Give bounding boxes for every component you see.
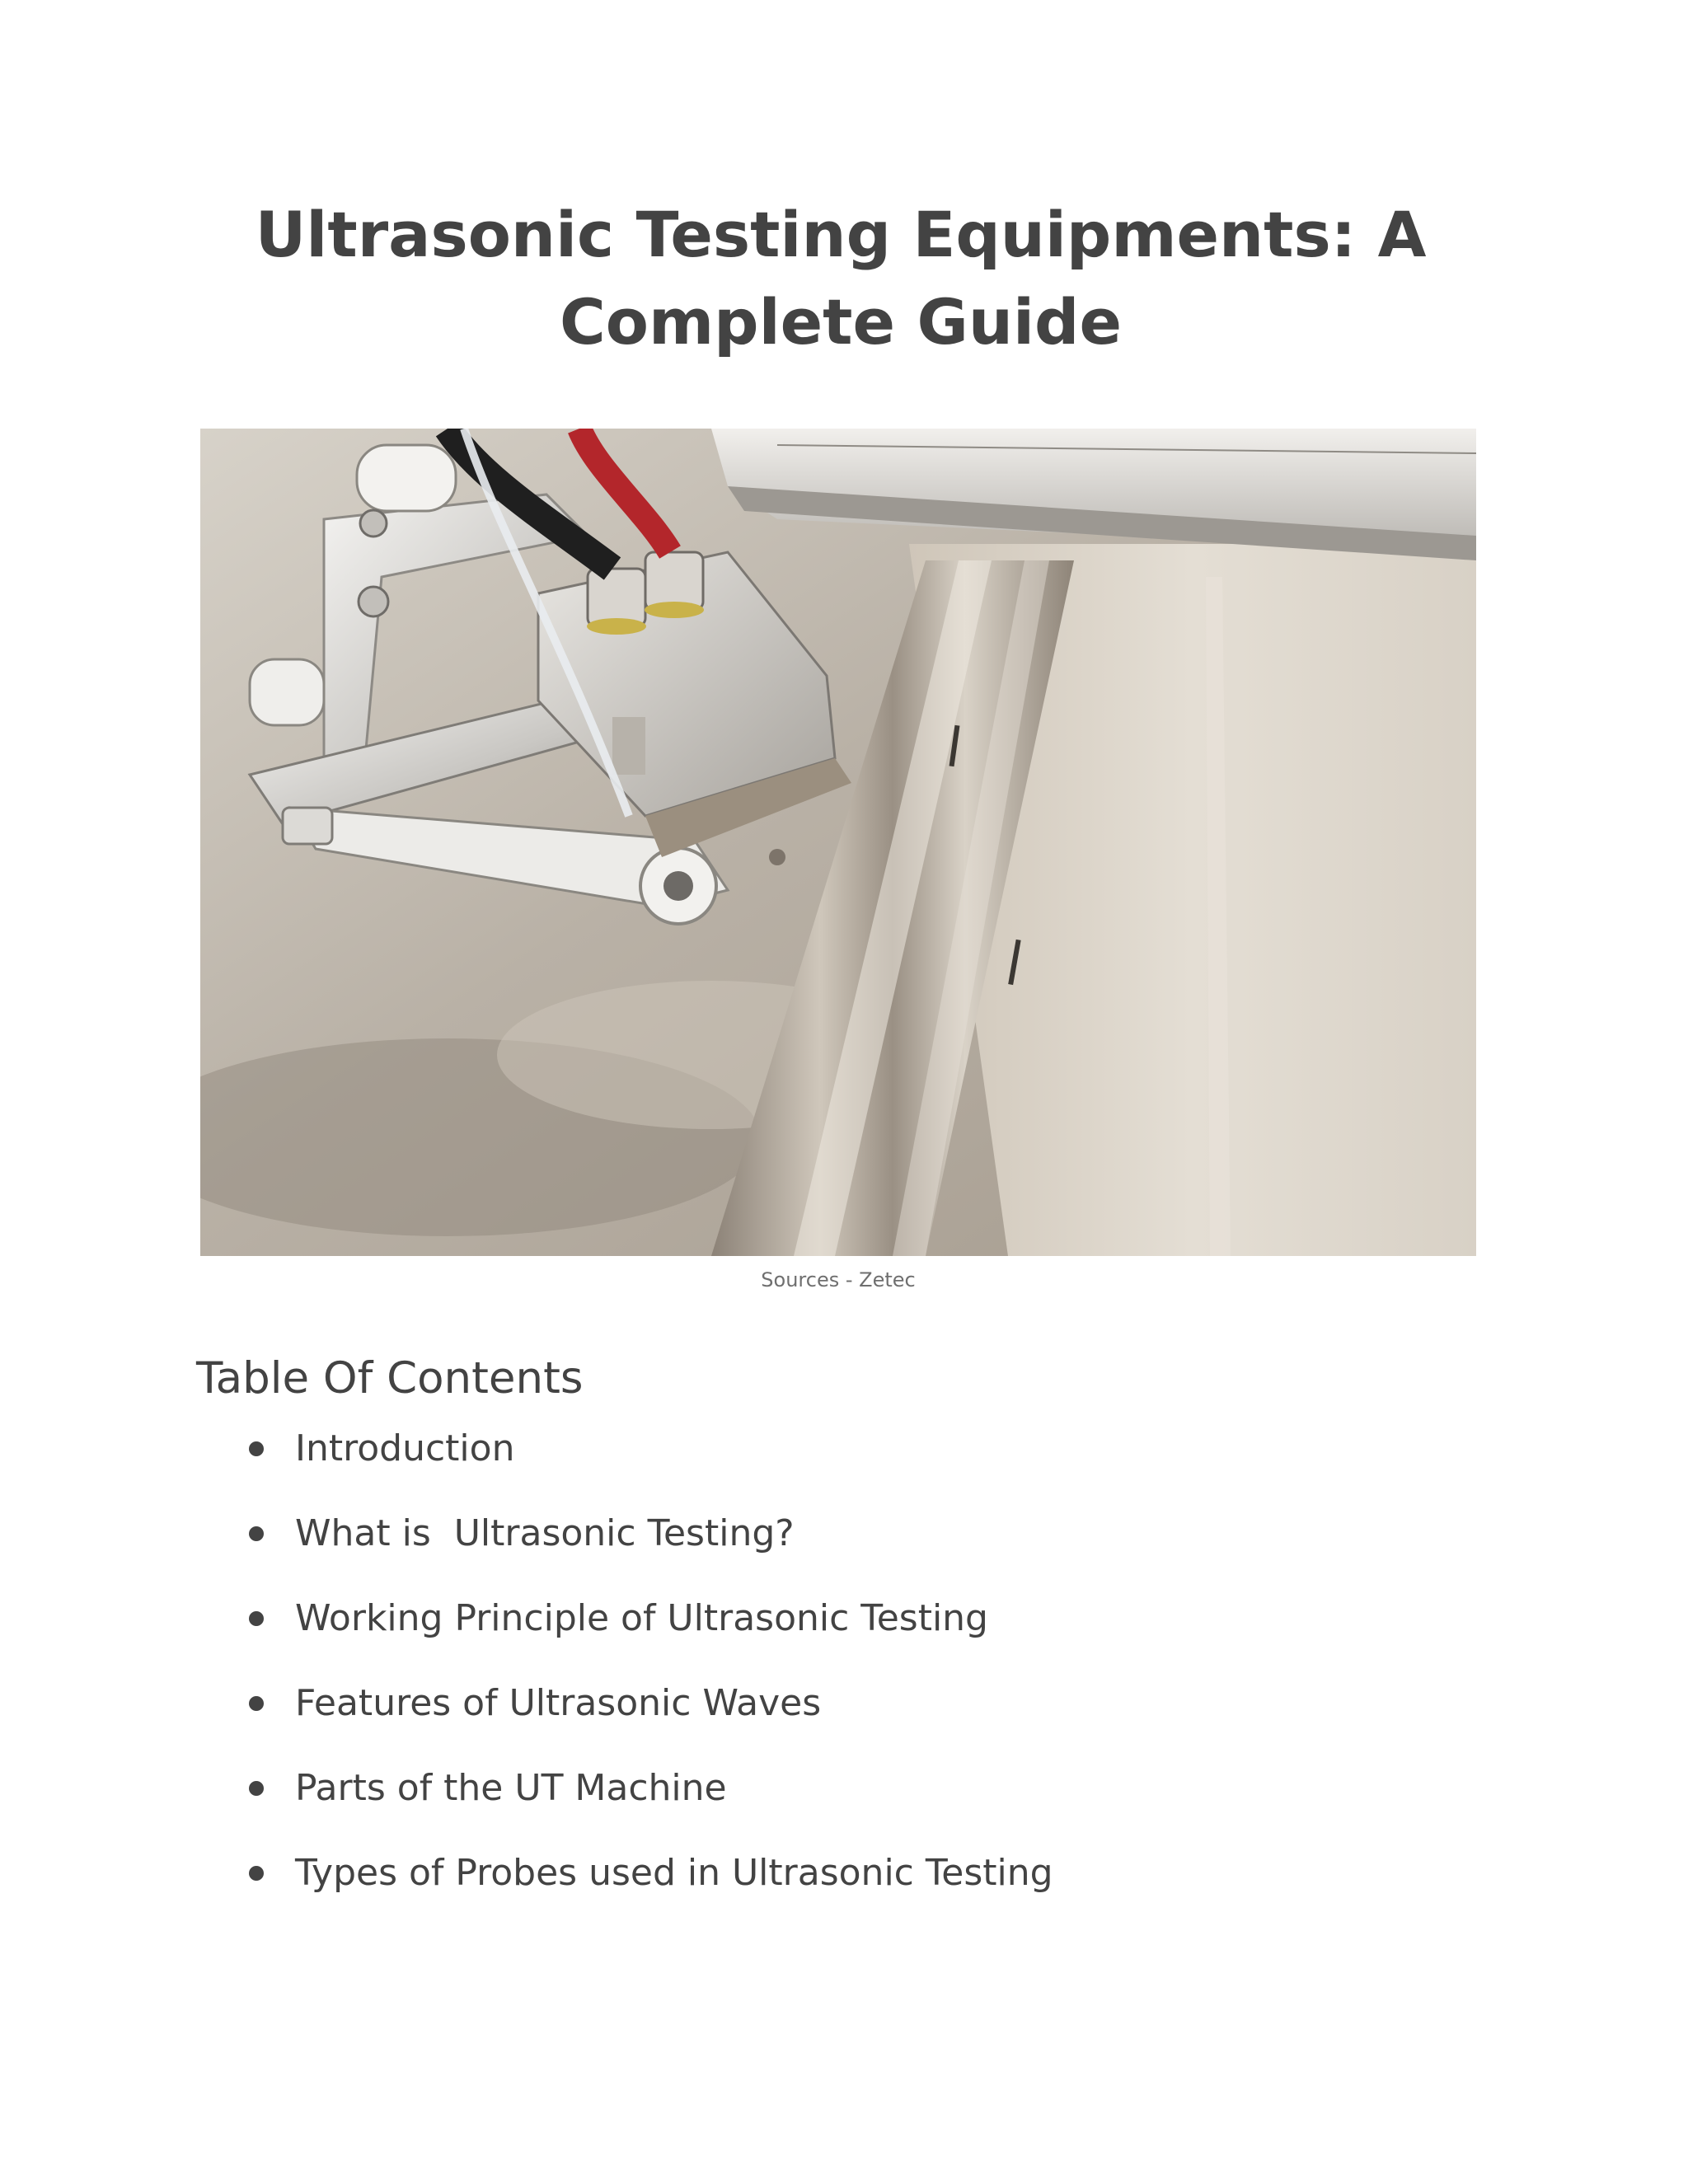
toc-item-label[interactable]: What is Ultrasonic Testing? xyxy=(295,1512,795,1554)
bullet-icon xyxy=(249,1696,264,1711)
bullet-icon xyxy=(249,1611,264,1626)
toc-item-label[interactable]: Working Principle of Ultrasonic Testing xyxy=(295,1597,988,1639)
toc-item-label[interactable]: Parts of the UT Machine xyxy=(295,1767,727,1809)
bullet-icon xyxy=(249,1781,264,1796)
bullet-icon xyxy=(249,1526,264,1541)
toc-item-what-is-ut[interactable] xyxy=(239,1504,1475,1589)
weld-scanner-photo xyxy=(200,429,1476,1256)
toc-item-probe-types[interactable] xyxy=(239,1844,1475,1929)
toc-item-label[interactable]: Features of Ultrasonic Waves xyxy=(295,1682,822,1724)
toc-item-label[interactable]: Types of Probes used in Ultrasonic Testing xyxy=(295,1852,1053,1894)
toc-item-features[interactable] xyxy=(239,1674,1475,1759)
page-title: Ultrasonic Testing Equipments: A Complete Guide xyxy=(255,198,1427,359)
toc-item-working-principle[interactable] xyxy=(239,1589,1475,1674)
bullet-icon xyxy=(249,1441,264,1456)
toc-item-label[interactable]: Introduction xyxy=(295,1427,515,1469)
bullet-icon xyxy=(249,1866,264,1881)
toc-item-parts[interactable] xyxy=(239,1759,1475,1844)
toc-heading: Table Of Contents xyxy=(196,1353,584,1404)
image-caption: Sources - Zetec xyxy=(761,1268,916,1291)
photo-illustration xyxy=(200,429,1476,1256)
table-of-contents xyxy=(239,1419,1475,1929)
toc-item-introduction[interactable] xyxy=(239,1419,1475,1504)
